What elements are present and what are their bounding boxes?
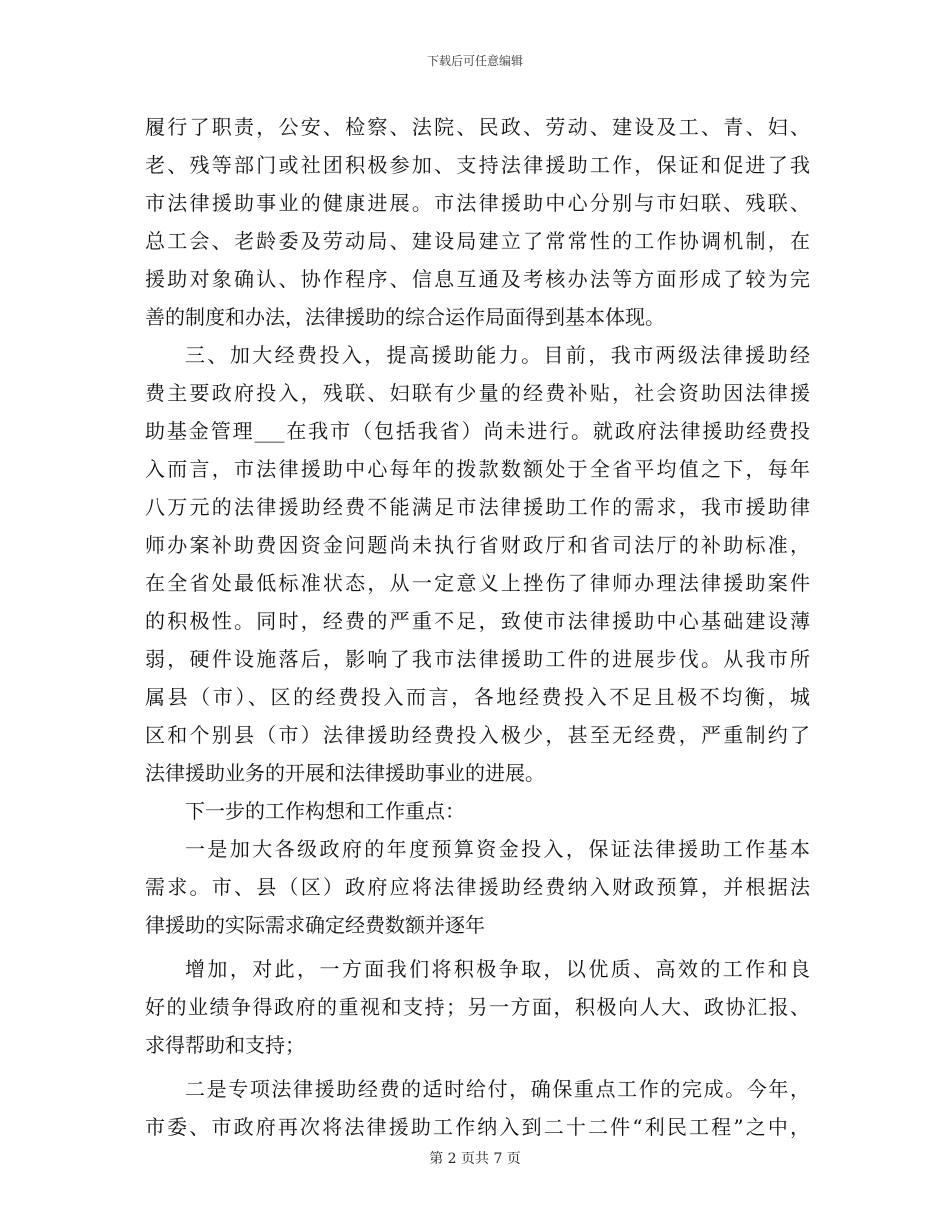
paragraph: [145, 108, 810, 336]
text-line: 市法律援助事业的健康进展。市法律援助中心分别与市妇联、残联、: [145, 191, 810, 215]
paragraph: [145, 792, 810, 830]
text-line: 援助对象确认、协作程序、信息互通及考核办法等方面形成了较为完: [145, 267, 810, 291]
text-line: 属县（市）、区的经费投入而言，各地经费投入不足且极不均衡，城: [145, 685, 810, 709]
text-line: 的积极性。同时，经费的严重不足，致使市法律援助中心基础建设薄: [145, 609, 810, 633]
text-line: 助基金管理___在我市（包括我省）尚未进行。就政府法律援助经费投: [145, 419, 810, 443]
text-line: 需求。市、县（区）政府应将法律援助经费纳入财政预算，并根据法: [145, 875, 810, 899]
text-line: 入而言，市法律援助中心每年的拨款数额处于全省平均值之下，每年: [145, 457, 810, 481]
text-line: 法律援助业务的开展和法律援助事业的进展。: [145, 761, 545, 785]
text-line: 市委、市政府再次将法律援助工作纳入到二十二件“利民工程”之中，: [145, 1115, 810, 1139]
text-line: 八万元的法律援助经费不能满足市法律援助工作的需求，我市援助律: [145, 495, 810, 519]
text-line: 好的业绩争得政府的重视和支持；另一方面，积极向人大、政协汇报、: [145, 995, 810, 1019]
document-body: [145, 108, 810, 1146]
text-line: 老、残等部门或社团积极参加、支持法律援助工作，保证和促进了我: [145, 153, 810, 177]
text-line: 在全省处最低标准状态，从一定意义上挫伤了律师办理法律援助案件: [145, 571, 810, 595]
paragraph: [145, 1070, 810, 1146]
text-line: 三、加大经费投入，提高援助能力。目前，我市两级法律援助经: [185, 343, 810, 367]
page-header: 下载后可任意编辑: [426, 54, 523, 68]
text-line: 费主要政府投入，残联、妇联有少量的经费补贴，社会资助因法律援: [145, 381, 810, 405]
text-line: 履行了职责，公安、检察、法院、民政、劳动、建设及工、青、妇、: [145, 115, 810, 139]
paragraph: [145, 830, 810, 944]
page-footer: 第 2 页共 7 页: [429, 1151, 521, 1167]
text-line: 弱，硬件设施落后，影响了我市法律援助工件的进展步伐。从我市所: [145, 647, 810, 671]
text-line: 律援助的实际需求确定经费数额并逐年: [145, 913, 485, 937]
text-line: 一是加大各级政府的年度预算资金投入，保证法律援助工作基本: [185, 837, 810, 861]
paragraph: [145, 950, 810, 1064]
text-line: 增加，对此，一方面我们将积极争取，以优质、高效的工作和良: [185, 957, 810, 981]
text-line: 二是专项法律援助经费的适时给付，确保重点工作的完成。今年，: [185, 1077, 810, 1101]
text-line: 下一步的工作构想和工作重点：: [185, 799, 465, 823]
text-line: 求得帮助和支持；: [145, 1033, 305, 1057]
text-line: 区和个别县（市）法律援助经费投入极少，甚至无经费，严重制约了: [145, 723, 810, 747]
text-line: 善的制度和办法，法律援助的综合运作局面得到基本体现。: [145, 305, 665, 329]
text-line: 师办案补助费因资金问题尚未执行省财政厅和省司法厅的补助标准，: [145, 533, 810, 557]
text-line: 总工会、老龄委及劳动局、建设局建立了常常性的工作协调机制，在: [145, 229, 810, 253]
paragraph: [145, 336, 810, 792]
